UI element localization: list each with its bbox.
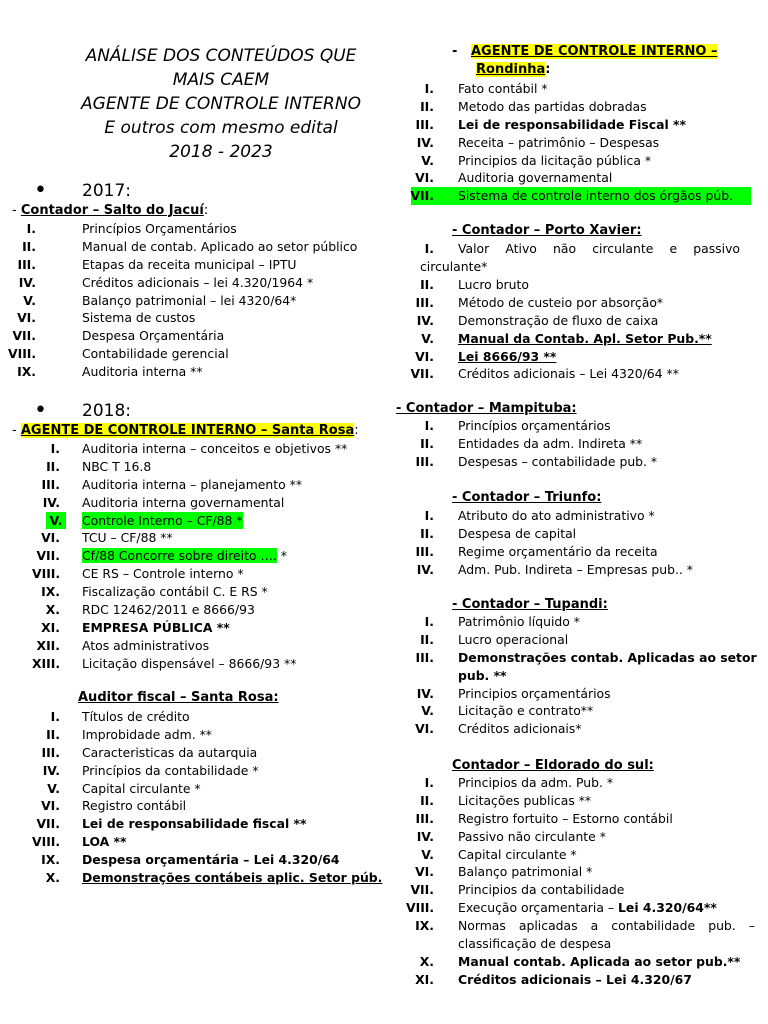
item-number: I. bbox=[424, 775, 434, 790]
item-number: IX. bbox=[17, 364, 36, 380]
item-text: Sistema de controle interno dos órgãos púb. bbox=[458, 188, 734, 204]
item-number: III. bbox=[415, 543, 434, 559]
item-text: Valor Ativo não circulante e passivo bbox=[458, 241, 740, 256]
item-text: Créditos adicionais – Lei 4320/64 ** bbox=[458, 366, 679, 382]
section-heading-mampituba bbox=[396, 400, 577, 418]
item-text: Despesa Orçamentária bbox=[82, 328, 225, 344]
section-title: AGENTE DE CONTROLE INTERNO – Santa Rosa bbox=[20, 423, 355, 438]
item-text: Lucro operacional bbox=[458, 631, 569, 647]
item-text: Títulos de crédito bbox=[82, 709, 190, 724]
item-number: III. bbox=[415, 116, 434, 132]
item-text: Demonstrações contab. Aplicadas ao setor bbox=[458, 649, 757, 665]
item-number: XI. bbox=[41, 619, 60, 635]
item-number: I. bbox=[50, 709, 60, 724]
item-number: VIII. bbox=[8, 346, 37, 362]
item-number: X. bbox=[45, 602, 60, 618]
item-number: II. bbox=[420, 277, 434, 292]
item-number: V. bbox=[421, 330, 434, 346]
item-number: X. bbox=[419, 953, 434, 969]
item-number: VII. bbox=[36, 548, 60, 564]
item-text: Principios da contabilidade bbox=[458, 882, 625, 898]
item-text: Manual de contab. Aplicado ao setor público bbox=[82, 238, 358, 254]
colon: : bbox=[545, 62, 551, 77]
section-heading-rondinha bbox=[452, 43, 717, 61]
item-number: VII. bbox=[12, 328, 36, 344]
item-number: X. bbox=[45, 870, 60, 886]
item-number: III. bbox=[415, 294, 434, 310]
item-number: I. bbox=[424, 81, 434, 96]
item-number: I. bbox=[424, 614, 434, 629]
item-number: II. bbox=[420, 435, 434, 451]
item-number: I. bbox=[26, 221, 36, 236]
item-text: Lei de responsabilidade Fiscal ** bbox=[458, 116, 687, 132]
item-text: Etapas da receita municipal – IPTU bbox=[82, 256, 297, 272]
item-number: V. bbox=[47, 780, 60, 796]
item-text: Auditoria interna – planejamento ** bbox=[82, 476, 303, 492]
item-text: Registro fortuito – Estorno contábil bbox=[458, 810, 673, 826]
item-text: Contabilidade gerencial bbox=[82, 346, 229, 362]
item-text: Licitação e contrato** bbox=[458, 703, 594, 719]
item-number: VI. bbox=[17, 310, 36, 326]
item-number: VII. bbox=[410, 188, 434, 204]
item-text-plain: Execução orçamentaria – bbox=[458, 900, 619, 916]
item-number: IX. bbox=[41, 852, 60, 868]
section-heading-triunfo bbox=[452, 489, 601, 507]
section-heading-santarosa bbox=[12, 422, 359, 440]
item-text: Créditos adicionais* bbox=[458, 721, 582, 737]
item-number: II. bbox=[46, 726, 60, 742]
item-number: III. bbox=[17, 256, 36, 272]
title-line: MAIS CAEM bbox=[172, 70, 270, 90]
year-label: 2018: bbox=[82, 401, 131, 421]
section-heading-tupandi bbox=[452, 596, 608, 614]
section-heading-eldorado bbox=[452, 757, 654, 775]
item-number: VI. bbox=[415, 721, 434, 737]
item-text: Auditoria interna – conceitos e objetivos ** bbox=[82, 441, 348, 456]
item-number: III. bbox=[41, 744, 60, 760]
item-text: RDC 12462/2011 e 8666/93 bbox=[82, 602, 255, 618]
section-heading-salto bbox=[12, 202, 208, 220]
item-number: II. bbox=[46, 458, 60, 474]
item-text: Demonstração de fluxo de caixa bbox=[458, 312, 659, 328]
item-text: Principios da adm. Pub. * bbox=[458, 775, 614, 790]
item-number: IX. bbox=[41, 584, 60, 600]
item-number: V. bbox=[23, 292, 36, 308]
section-title: - Contador – Porto Xavier: bbox=[452, 223, 642, 238]
item-number: III. bbox=[415, 649, 434, 665]
item-number: II. bbox=[420, 98, 434, 114]
item-number: VIII. bbox=[32, 566, 61, 582]
item-number: IV. bbox=[18, 274, 36, 290]
item-text: Registro contábil bbox=[82, 798, 187, 814]
item-number: III. bbox=[41, 476, 60, 492]
item-number: II. bbox=[420, 525, 434, 541]
item-number: IV. bbox=[416, 685, 434, 701]
section-heading-rondinha-cont bbox=[476, 61, 550, 79]
item-text: Metodo das partidas dobradas bbox=[458, 98, 647, 114]
item-text bbox=[458, 899, 717, 917]
year-2017-heading bbox=[34, 178, 131, 203]
section-title: Contador – Eldorado do sul: bbox=[452, 758, 654, 773]
item-number: IV. bbox=[416, 561, 434, 577]
item-text: Balanço patrimonial – lei 4320/64* bbox=[82, 292, 297, 308]
item-number: IV. bbox=[42, 762, 60, 778]
item-text: Controle Interno – CF/88 * bbox=[82, 512, 243, 528]
item-number: VII. bbox=[410, 366, 434, 382]
title-line: ANÁLISE DOS CONTEÚDOS QUE bbox=[85, 46, 357, 66]
item-text: Caracteristicas da autarquia bbox=[82, 744, 258, 760]
year-label: 2017: bbox=[82, 181, 131, 201]
item-text: Créditos adicionais – Lei 4.320/67 bbox=[458, 971, 692, 987]
item-number: XI. bbox=[415, 971, 434, 987]
item-text: Despesa de capital bbox=[458, 525, 577, 541]
item-text: Capital circulante * bbox=[458, 846, 577, 862]
item-text: Auditoria interna governamental bbox=[82, 494, 285, 510]
item-text: Licitação dispensável – 8666/93 ** bbox=[82, 655, 297, 671]
item-number: XII. bbox=[36, 637, 60, 653]
item-text: Improbidade adm. ** bbox=[82, 726, 212, 742]
dash: - bbox=[12, 203, 17, 218]
title-line: 2018 - 2023 bbox=[169, 142, 273, 162]
item-text: LOA ** bbox=[82, 834, 127, 850]
item-text: Fiscalização contábil C. E RS * bbox=[82, 584, 268, 600]
title-line: E outros com mesmo edital bbox=[104, 118, 338, 138]
item-number: VI. bbox=[415, 348, 434, 364]
section-heading-auditor bbox=[78, 689, 279, 707]
item-text: Manual da Contab. Apl. Setor Pub.** bbox=[458, 330, 712, 346]
item-text: Passivo não circulante * bbox=[458, 828, 606, 844]
highlighted-text: Cf/88 Concorre sobre direito …. bbox=[82, 548, 277, 564]
item-text: Entidades da adm. Indireta ** bbox=[458, 435, 643, 451]
item-text: Manual contab. Aplicada ao setor pub.** bbox=[458, 953, 741, 969]
item-text: Lei 8666/93 ** bbox=[458, 348, 557, 364]
item-text: Método de custeio por absorção* bbox=[458, 294, 664, 310]
item-text: Lucro bruto bbox=[458, 277, 529, 292]
colon: : bbox=[354, 423, 359, 438]
item-text: Auditoria governamental bbox=[458, 170, 613, 186]
dash: - bbox=[12, 423, 17, 438]
item-number: VI. bbox=[415, 170, 434, 186]
item-text: Fato contábil * bbox=[458, 81, 548, 96]
section-title: Auditor fiscal – Santa Rosa: bbox=[78, 690, 279, 705]
item-text-bold: Lei 4.320/64** bbox=[618, 900, 717, 916]
item-text: TCU – CF/88 ** bbox=[82, 530, 173, 546]
item-number: II. bbox=[22, 238, 36, 254]
item-number: V. bbox=[421, 152, 434, 168]
item-number: VI. bbox=[41, 530, 60, 546]
item-number: IV. bbox=[416, 312, 434, 328]
item-text: Princípios Orçamentários bbox=[82, 221, 237, 236]
item-text: Principios orçamentários bbox=[458, 685, 611, 701]
item-number: I. bbox=[424, 418, 434, 433]
item-text: Auditoria interna ** bbox=[82, 364, 203, 380]
item-number: II. bbox=[420, 792, 434, 808]
item-number: I. bbox=[424, 241, 434, 256]
item-text-cont: classificação de despesa bbox=[458, 936, 612, 952]
item-text: Atributo do ato administrativo * bbox=[458, 508, 655, 523]
item-text: Capital circulante * bbox=[82, 780, 201, 796]
item-text: Receita – patrimônio – Despesas bbox=[458, 134, 660, 150]
section-title-line1: AGENTE DE CONTROLE INTERNO – bbox=[470, 44, 718, 59]
section-title: - Contador – Tupandi: bbox=[452, 597, 608, 612]
item-text: CE RS – Controle interno * bbox=[82, 566, 244, 582]
item-text: Normas aplicadas a contabilidade pub. – bbox=[458, 918, 755, 934]
item-number: III. bbox=[415, 453, 434, 469]
item-number: V. bbox=[46, 512, 66, 530]
item-text: Licitações publicas ** bbox=[458, 792, 592, 808]
item-text-cont: pub. ** bbox=[458, 667, 507, 683]
document-title bbox=[60, 44, 382, 164]
section-title: Contador – Salto do Jacuí bbox=[20, 203, 204, 218]
item-number: VIII. bbox=[406, 900, 435, 916]
item-number: VII. bbox=[410, 882, 434, 898]
item-text: Sistema de custos bbox=[82, 310, 196, 326]
title-line: AGENTE DE CONTROLE INTERNO bbox=[81, 94, 361, 114]
porto-item-1-cont: circulante* bbox=[420, 259, 488, 274]
bullet-icon: • bbox=[34, 178, 47, 203]
item-text: Atos administrativos bbox=[82, 637, 210, 653]
item-text: Princípios da contabilidade * bbox=[82, 762, 259, 778]
item-number: IV. bbox=[416, 828, 434, 844]
item-text: Demonstrações contábeis aplic. Setor púb. bbox=[82, 870, 383, 886]
item-number: VIII. bbox=[32, 834, 61, 850]
year-2018-heading bbox=[34, 398, 131, 423]
item-text: Despesas – contabilidade pub. * bbox=[458, 453, 658, 469]
item-number: VI. bbox=[41, 798, 60, 814]
item-text bbox=[82, 547, 287, 565]
section-title: - Contador – Triunfo: bbox=[452, 490, 602, 505]
item-text: Principios da licitação pública * bbox=[458, 152, 652, 168]
item-text: Despesa orçamentária – Lei 4.320/64 bbox=[82, 852, 340, 868]
item-number: IV. bbox=[416, 134, 434, 150]
item-number: I. bbox=[50, 441, 60, 456]
item-number: I. bbox=[424, 508, 434, 523]
item-number: VII. bbox=[36, 816, 60, 832]
colon: : bbox=[203, 203, 209, 218]
section-title-line2: Rondinha bbox=[476, 62, 546, 77]
item-text: Balanço patrimonial * bbox=[458, 864, 593, 880]
bullet-icon: • bbox=[34, 398, 47, 423]
dash: - bbox=[452, 44, 458, 59]
item-text: Créditos adicionais – lei 4.320/1964 * bbox=[82, 274, 314, 290]
item-number: IV. bbox=[42, 494, 60, 510]
item-text: Princípios orçamentários bbox=[458, 418, 611, 433]
item-number: II. bbox=[420, 631, 434, 647]
item-number: IX. bbox=[415, 918, 434, 934]
item-text: Patrimônio líquido * bbox=[458, 614, 580, 629]
item-text: Regime orçamentário da receita bbox=[458, 543, 658, 559]
item-number: VI. bbox=[415, 864, 434, 880]
item-text: EMPRESA PÚBLICA ** bbox=[82, 619, 230, 635]
item-text: Adm. Pub. Indireta – Empresas pub.. * bbox=[458, 561, 693, 577]
item-text: NBC T 16.8 bbox=[82, 458, 152, 474]
item-text: Lei de responsabilidade fiscal ** bbox=[82, 816, 307, 832]
item-number: XIII. bbox=[32, 655, 61, 671]
section-title: - Contador – Mampituba: bbox=[396, 401, 577, 416]
item-number: V. bbox=[421, 703, 434, 719]
item-tail: * bbox=[276, 548, 287, 564]
item-number: III. bbox=[415, 810, 434, 826]
section-heading-portoxavier bbox=[452, 222, 642, 240]
item-number: V. bbox=[421, 846, 434, 862]
